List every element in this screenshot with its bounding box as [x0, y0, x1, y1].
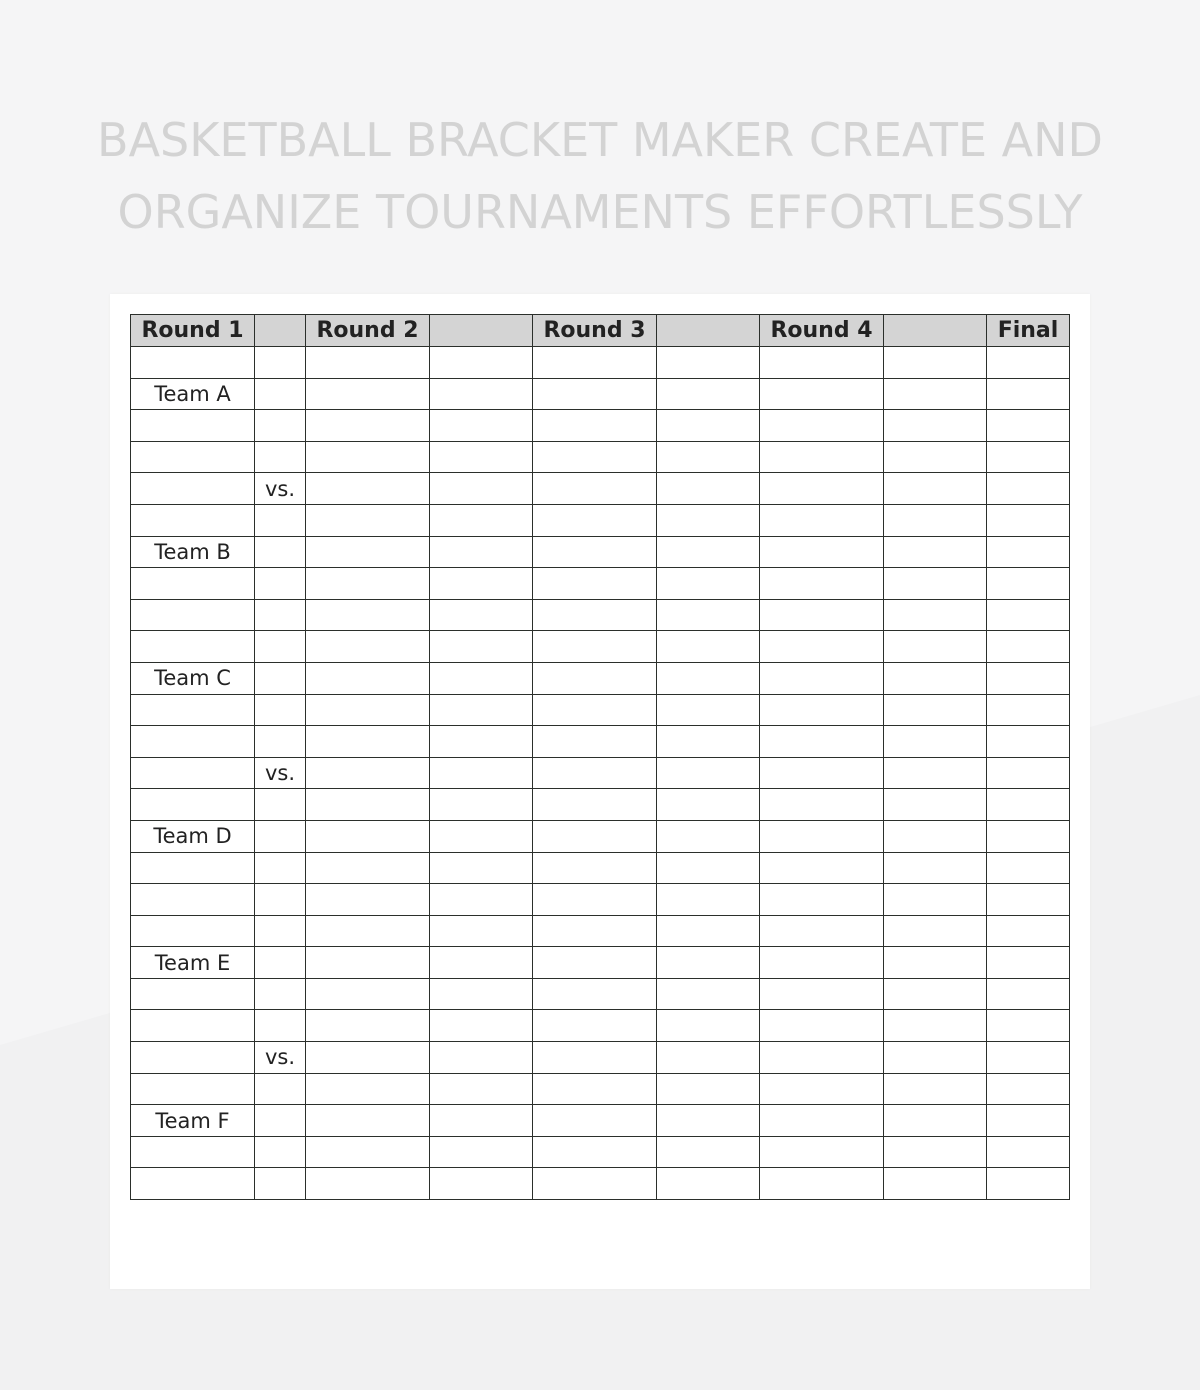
- table-cell[interactable]: [533, 978, 657, 1010]
- table-cell[interactable]: [430, 536, 533, 568]
- table-cell[interactable]: [131, 473, 255, 505]
- table-cell[interactable]: [987, 947, 1070, 979]
- table-cell[interactable]: [760, 694, 884, 726]
- table-cell[interactable]: [760, 410, 884, 442]
- table-row: [131, 410, 1070, 442]
- table-cell[interactable]: [533, 568, 657, 600]
- table-cell[interactable]: [306, 1105, 430, 1137]
- table-cell[interactable]: [255, 378, 306, 410]
- table-cell[interactable]: [131, 1042, 255, 1074]
- table-cell[interactable]: [306, 536, 430, 568]
- table-cell[interactable]: [255, 947, 306, 979]
- table-cell[interactable]: [131, 504, 255, 536]
- table-cell[interactable]: [430, 1105, 533, 1137]
- table-cell[interactable]: [430, 726, 533, 758]
- table-cell[interactable]: [760, 726, 884, 758]
- table-cell[interactable]: [760, 978, 884, 1010]
- table-cell[interactable]: [255, 1105, 306, 1137]
- table-cell[interactable]: [533, 1010, 657, 1042]
- table-cell[interactable]: [533, 915, 657, 947]
- table-cell[interactable]: [533, 947, 657, 979]
- table-cell[interactable]: [306, 631, 430, 663]
- table-cell[interactable]: [430, 1042, 533, 1074]
- table-cell[interactable]: [884, 347, 987, 379]
- table-cell[interactable]: [657, 536, 760, 568]
- table-cell[interactable]: [657, 915, 760, 947]
- table-cell[interactable]: [306, 726, 430, 758]
- table-cell[interactable]: [657, 852, 760, 884]
- table-row: [131, 884, 1070, 916]
- table-cell[interactable]: [884, 441, 987, 473]
- table-cell[interactable]: [131, 694, 255, 726]
- table-row: [131, 568, 1070, 600]
- bracket-sheet: [110, 294, 1090, 1289]
- table-cell[interactable]: [255, 726, 306, 758]
- table-row: [131, 820, 1070, 852]
- table-cell[interactable]: [255, 1073, 306, 1105]
- table-cell[interactable]: [306, 441, 430, 473]
- table-cell[interactable]: [430, 662, 533, 694]
- table-cell[interactable]: [430, 504, 533, 536]
- page-title-line-2: ORGANIZE TOURNAMENTS EFFORTLESSLY: [117, 185, 1083, 239]
- table-cell[interactable]: [884, 820, 987, 852]
- table-cell[interactable]: [306, 1042, 430, 1074]
- table-cell[interactable]: [306, 820, 430, 852]
- column-header-round-1: Round 1: [131, 315, 255, 347]
- table-cell[interactable]: [760, 915, 884, 947]
- table-cell[interactable]: [430, 884, 533, 916]
- table-cell[interactable]: [255, 410, 306, 442]
- table-cell[interactable]: [884, 631, 987, 663]
- table-row: [131, 473, 1070, 505]
- table-cell[interactable]: [760, 504, 884, 536]
- table-cell[interactable]: [255, 662, 306, 694]
- table-cell[interactable]: [760, 378, 884, 410]
- table-row: [131, 1105, 1070, 1137]
- table-cell[interactable]: [760, 473, 884, 505]
- table-cell[interactable]: [760, 631, 884, 663]
- table-cell[interactable]: [657, 631, 760, 663]
- table-cell[interactable]: [306, 473, 430, 505]
- page-title-line-1: BASKETBALL BRACKET MAKER CREATE AND: [97, 113, 1103, 167]
- table-cell[interactable]: [760, 441, 884, 473]
- table-cell[interactable]: [306, 662, 430, 694]
- table-cell[interactable]: [430, 1136, 533, 1168]
- table-row: [131, 1073, 1070, 1105]
- table-cell[interactable]: [131, 915, 255, 947]
- table-cell[interactable]: [430, 1168, 533, 1200]
- table-cell[interactable]: [306, 1010, 430, 1042]
- table-cell[interactable]: [760, 1042, 884, 1074]
- table-cell[interactable]: [255, 694, 306, 726]
- table-cell[interactable]: [987, 978, 1070, 1010]
- table-row: [131, 978, 1070, 1010]
- table-cell[interactable]: [131, 1168, 255, 1200]
- column-header-spacer: [884, 315, 987, 347]
- table-cell[interactable]: [884, 568, 987, 600]
- table-cell[interactable]: [430, 915, 533, 947]
- table-cell[interactable]: [255, 978, 306, 1010]
- table-row: [131, 662, 1070, 694]
- table-cell[interactable]: [760, 757, 884, 789]
- table-cell[interactable]: [884, 789, 987, 821]
- column-header-spacer: [657, 315, 760, 347]
- table-cell[interactable]: [131, 884, 255, 916]
- table-row: [131, 536, 1070, 568]
- team-name-cell[interactable]: Team D: [131, 820, 255, 852]
- table-cell[interactable]: [430, 947, 533, 979]
- table-cell[interactable]: [306, 568, 430, 600]
- table-cell[interactable]: [255, 1136, 306, 1168]
- table-cell[interactable]: [987, 915, 1070, 947]
- table-cell[interactable]: [430, 347, 533, 379]
- table-cell[interactable]: [657, 789, 760, 821]
- table-cell[interactable]: [657, 599, 760, 631]
- table-cell[interactable]: [430, 410, 533, 442]
- table-cell[interactable]: [533, 884, 657, 916]
- table-cell[interactable]: [430, 789, 533, 821]
- table-cell[interactable]: [533, 599, 657, 631]
- team-name-cell[interactable]: Team B: [131, 536, 255, 568]
- table-cell[interactable]: [306, 947, 430, 979]
- table-cell[interactable]: [987, 410, 1070, 442]
- column-header-round-3: Round 3: [533, 315, 657, 347]
- table-cell[interactable]: [987, 1136, 1070, 1168]
- table-cell[interactable]: [987, 884, 1070, 916]
- table-cell[interactable]: [255, 915, 306, 947]
- table-cell[interactable]: [987, 1168, 1070, 1200]
- table-cell[interactable]: [430, 820, 533, 852]
- bracket-table-body: [131, 315, 1070, 1200]
- table-cell[interactable]: [306, 694, 430, 726]
- table-cell[interactable]: [306, 884, 430, 916]
- table-cell[interactable]: [987, 757, 1070, 789]
- table-row: [131, 347, 1070, 379]
- team-name-cell[interactable]: Team C: [131, 662, 255, 694]
- table-cell[interactable]: [987, 504, 1070, 536]
- column-header-final: Final: [987, 315, 1070, 347]
- table-cell[interactable]: [760, 1168, 884, 1200]
- table-cell[interactable]: [657, 757, 760, 789]
- table-cell[interactable]: [657, 504, 760, 536]
- table-cell[interactable]: [131, 789, 255, 821]
- table-cell[interactable]: [760, 662, 884, 694]
- column-header-round-4: Round 4: [760, 315, 884, 347]
- column-header-round-2: Round 2: [306, 315, 430, 347]
- table-cell[interactable]: [987, 568, 1070, 600]
- table-row: [131, 599, 1070, 631]
- table-cell[interactable]: [884, 978, 987, 1010]
- team-name-cell[interactable]: Team E: [131, 947, 255, 979]
- table-cell[interactable]: [255, 820, 306, 852]
- table-cell[interactable]: [884, 726, 987, 758]
- table-cell[interactable]: [306, 410, 430, 442]
- table-cell[interactable]: [131, 978, 255, 1010]
- table-row: [131, 378, 1070, 410]
- table-cell[interactable]: [131, 347, 255, 379]
- table-cell[interactable]: [884, 694, 987, 726]
- table-cell[interactable]: [255, 1168, 306, 1200]
- table-cell[interactable]: [884, 662, 987, 694]
- table-cell[interactable]: [255, 347, 306, 379]
- table-cell[interactable]: [760, 789, 884, 821]
- table-cell[interactable]: [306, 1168, 430, 1200]
- table-cell[interactable]: [657, 1168, 760, 1200]
- table-row: [131, 947, 1070, 979]
- table-cell[interactable]: [657, 473, 760, 505]
- table-cell[interactable]: [657, 726, 760, 758]
- table-cell[interactable]: [657, 568, 760, 600]
- table-cell[interactable]: [306, 1073, 430, 1105]
- table-cell[interactable]: [533, 820, 657, 852]
- table-cell[interactable]: [533, 789, 657, 821]
- table-cell[interactable]: [533, 378, 657, 410]
- table-cell[interactable]: [533, 757, 657, 789]
- table-row: [131, 789, 1070, 821]
- table-cell[interactable]: [987, 852, 1070, 884]
- table-cell[interactable]: [255, 884, 306, 916]
- table-cell[interactable]: [987, 1010, 1070, 1042]
- table-cell[interactable]: [987, 441, 1070, 473]
- table-cell[interactable]: [306, 757, 430, 789]
- column-header-spacer: [255, 315, 306, 347]
- bracket-table: [130, 314, 1070, 1200]
- table-row: [131, 726, 1070, 758]
- table-cell[interactable]: [987, 378, 1070, 410]
- table-cell[interactable]: [987, 820, 1070, 852]
- table-cell[interactable]: [430, 631, 533, 663]
- table-cell[interactable]: [255, 852, 306, 884]
- table-cell[interactable]: [306, 1136, 430, 1168]
- table-cell[interactable]: [255, 441, 306, 473]
- table-cell[interactable]: [884, 473, 987, 505]
- table-cell[interactable]: [884, 1042, 987, 1074]
- table-cell[interactable]: [533, 410, 657, 442]
- table-cell[interactable]: [533, 1168, 657, 1200]
- table-cell[interactable]: [884, 884, 987, 916]
- table-cell[interactable]: [533, 1042, 657, 1074]
- table-row: [131, 441, 1070, 473]
- table-row: [131, 852, 1070, 884]
- table-cell[interactable]: [306, 504, 430, 536]
- table-cell[interactable]: [657, 1042, 760, 1074]
- table-cell[interactable]: [657, 694, 760, 726]
- table-cell[interactable]: [533, 504, 657, 536]
- table-cell[interactable]: [657, 662, 760, 694]
- table-cell[interactable]: [657, 1073, 760, 1105]
- versus-cell[interactable]: vs.: [255, 473, 306, 505]
- table-cell[interactable]: [760, 884, 884, 916]
- table-cell[interactable]: [430, 978, 533, 1010]
- table-cell[interactable]: [430, 694, 533, 726]
- table-cell[interactable]: [987, 347, 1070, 379]
- table-cell[interactable]: [760, 536, 884, 568]
- table-cell[interactable]: [533, 631, 657, 663]
- table-cell[interactable]: [306, 978, 430, 1010]
- table-cell[interactable]: [255, 789, 306, 821]
- table-row: [131, 1168, 1070, 1200]
- table-cell[interactable]: [306, 599, 430, 631]
- table-cell[interactable]: [430, 599, 533, 631]
- table-cell[interactable]: [255, 599, 306, 631]
- table-cell[interactable]: [884, 947, 987, 979]
- table-cell[interactable]: [760, 852, 884, 884]
- table-cell[interactable]: [657, 378, 760, 410]
- table-cell[interactable]: [657, 347, 760, 379]
- table-cell[interactable]: [760, 1073, 884, 1105]
- table-cell[interactable]: [987, 789, 1070, 821]
- table-cell[interactable]: [884, 757, 987, 789]
- table-cell[interactable]: [657, 1105, 760, 1137]
- table-cell[interactable]: [131, 599, 255, 631]
- table-cell[interactable]: [533, 536, 657, 568]
- table-cell[interactable]: [533, 726, 657, 758]
- table-cell[interactable]: [884, 1136, 987, 1168]
- table-cell[interactable]: [255, 1010, 306, 1042]
- table-cell[interactable]: [131, 1010, 255, 1042]
- page-title: [0, 104, 1200, 248]
- table-cell[interactable]: [533, 1073, 657, 1105]
- table-cell[interactable]: [987, 1042, 1070, 1074]
- table-cell[interactable]: [760, 599, 884, 631]
- table-cell[interactable]: [533, 441, 657, 473]
- table-cell[interactable]: [533, 1105, 657, 1137]
- table-cell[interactable]: [987, 631, 1070, 663]
- table-cell[interactable]: [987, 662, 1070, 694]
- table-cell[interactable]: [987, 694, 1070, 726]
- table-cell[interactable]: [657, 978, 760, 1010]
- table-row: [131, 504, 1070, 536]
- table-cell[interactable]: [533, 347, 657, 379]
- table-cell[interactable]: [131, 568, 255, 600]
- table-cell[interactable]: [131, 757, 255, 789]
- table-cell[interactable]: [306, 347, 430, 379]
- table-cell[interactable]: [533, 662, 657, 694]
- table-cell[interactable]: [987, 1105, 1070, 1137]
- table-row: [131, 631, 1070, 663]
- table-cell[interactable]: [884, 915, 987, 947]
- table-cell[interactable]: [884, 536, 987, 568]
- header-row: [131, 315, 1070, 347]
- table-cell[interactable]: [533, 1136, 657, 1168]
- table-cell[interactable]: [760, 347, 884, 379]
- table-cell[interactable]: [131, 726, 255, 758]
- table-cell[interactable]: [430, 757, 533, 789]
- table-cell[interactable]: [884, 1168, 987, 1200]
- table-cell[interactable]: [533, 694, 657, 726]
- table-cell[interactable]: [884, 1073, 987, 1105]
- table-row: [131, 757, 1070, 789]
- table-cell[interactable]: [131, 441, 255, 473]
- table-cell[interactable]: [657, 1136, 760, 1168]
- team-name-cell[interactable]: Team A: [131, 378, 255, 410]
- table-cell[interactable]: [131, 631, 255, 663]
- table-cell[interactable]: [255, 504, 306, 536]
- team-name-cell[interactable]: Team F: [131, 1105, 255, 1137]
- table-cell[interactable]: [884, 599, 987, 631]
- table-row: [131, 694, 1070, 726]
- table-cell[interactable]: [987, 726, 1070, 758]
- table-cell[interactable]: [760, 1105, 884, 1137]
- table-cell[interactable]: [430, 1073, 533, 1105]
- table-cell[interactable]: [760, 1136, 884, 1168]
- table-cell[interactable]: [760, 568, 884, 600]
- table-cell[interactable]: [131, 852, 255, 884]
- table-cell[interactable]: [657, 410, 760, 442]
- table-cell[interactable]: [430, 568, 533, 600]
- column-header-spacer: [430, 315, 533, 347]
- table-cell[interactable]: [884, 1010, 987, 1042]
- table-cell[interactable]: [306, 378, 430, 410]
- table-cell[interactable]: [306, 915, 430, 947]
- table-cell[interactable]: [657, 441, 760, 473]
- table-cell[interactable]: [884, 410, 987, 442]
- table-row: [131, 1136, 1070, 1168]
- table-cell[interactable]: [760, 820, 884, 852]
- table-cell[interactable]: [657, 1010, 760, 1042]
- table-cell[interactable]: [533, 852, 657, 884]
- table-cell[interactable]: [430, 441, 533, 473]
- table-cell[interactable]: [657, 884, 760, 916]
- table-cell[interactable]: [987, 1073, 1070, 1105]
- table-cell[interactable]: [884, 852, 987, 884]
- table-row: [131, 1042, 1070, 1074]
- table-cell[interactable]: [306, 789, 430, 821]
- table-cell[interactable]: [987, 536, 1070, 568]
- table-cell[interactable]: [657, 947, 760, 979]
- table-cell[interactable]: [255, 568, 306, 600]
- table-cell[interactable]: [430, 852, 533, 884]
- table-cell[interactable]: [760, 1010, 884, 1042]
- table-row: [131, 1010, 1070, 1042]
- table-cell[interactable]: [430, 473, 533, 505]
- table-row: [131, 915, 1070, 947]
- table-cell[interactable]: [131, 1136, 255, 1168]
- table-cell[interactable]: [255, 536, 306, 568]
- table-cell[interactable]: [255, 631, 306, 663]
- table-cell[interactable]: [987, 473, 1070, 505]
- table-cell[interactable]: [430, 378, 533, 410]
- table-cell[interactable]: [987, 599, 1070, 631]
- table-cell[interactable]: [884, 504, 987, 536]
- table-cell[interactable]: [131, 1073, 255, 1105]
- table-cell[interactable]: [760, 947, 884, 979]
- table-cell[interactable]: [131, 410, 255, 442]
- table-cell[interactable]: [884, 378, 987, 410]
- table-cell[interactable]: [430, 1010, 533, 1042]
- table-cell[interactable]: [533, 473, 657, 505]
- table-cell[interactable]: [306, 852, 430, 884]
- table-cell[interactable]: [884, 1105, 987, 1137]
- table-cell[interactable]: [657, 820, 760, 852]
- versus-cell[interactable]: vs.: [255, 757, 306, 789]
- versus-cell[interactable]: vs.: [255, 1042, 306, 1074]
